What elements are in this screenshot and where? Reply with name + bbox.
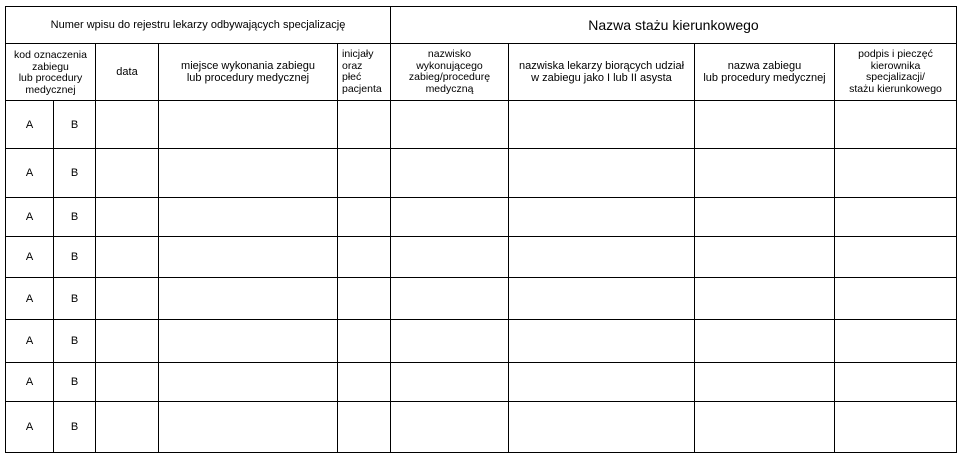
row-marker-a: A xyxy=(25,118,34,131)
column-line xyxy=(834,43,835,453)
header-line: lub procedury xyxy=(18,72,83,84)
header-line: zabieg/procedurę xyxy=(408,71,491,83)
row-marker-a: A xyxy=(25,335,34,347)
header-line: miejsce wykonania zabiegu xyxy=(181,60,315,72)
header-line: stażu kierunkowego xyxy=(849,82,942,95)
header-line: podpis i pieczęć xyxy=(858,48,933,60)
row-marker-b: B xyxy=(70,292,79,305)
header-line: lub procedury medycznej xyxy=(186,72,310,84)
header-line: kod oznaczenia xyxy=(14,49,87,61)
column-line xyxy=(508,43,509,453)
row-divider xyxy=(5,319,957,320)
column-header-date: data xyxy=(116,66,138,78)
column-header-divider xyxy=(5,100,957,101)
row-marker-b: B xyxy=(70,251,79,263)
row-divider xyxy=(5,362,957,363)
column-header-procedure-name xyxy=(695,60,834,100)
row-marker-a: A xyxy=(25,421,34,433)
border-right xyxy=(956,6,957,453)
column-header-signature xyxy=(835,44,956,100)
row-marker-b: B xyxy=(70,421,79,433)
row-divider xyxy=(5,277,957,278)
header-line: medyczną xyxy=(425,82,474,95)
border-bottom xyxy=(5,452,957,453)
row-divider xyxy=(5,401,957,402)
row-marker-a: A xyxy=(25,167,34,179)
header-line: wykonującego xyxy=(416,59,483,72)
header-line: oraz xyxy=(342,59,363,72)
column-line xyxy=(95,43,96,453)
row-marker-b: B xyxy=(70,118,79,131)
column-header-patient xyxy=(338,44,390,100)
header-line: kierownika xyxy=(870,59,921,72)
row-marker-a: A xyxy=(25,211,34,223)
row-marker-a: A xyxy=(25,376,34,388)
row-marker-b: B xyxy=(70,376,79,388)
header-line: lub procedury medycznej xyxy=(703,72,826,84)
row-divider xyxy=(5,148,957,149)
column-header-assistants xyxy=(509,60,694,100)
header-line: nazwiska lekarzy biorących udział xyxy=(518,60,685,72)
column-line xyxy=(694,43,695,453)
row-divider xyxy=(5,197,957,198)
registry-number-label: Numer wpisu do rejestru lekarzy odbywających specjalizację xyxy=(50,19,346,31)
row-marker-b: B xyxy=(70,211,79,223)
header-line: specjalizacji/ xyxy=(866,71,925,83)
column-header-surname xyxy=(391,44,508,100)
row-marker-a: A xyxy=(25,292,34,305)
header-line: inicjały xyxy=(342,48,374,60)
header-line: płeć xyxy=(342,71,362,83)
column-line xyxy=(158,43,159,453)
header-line: medycznej xyxy=(25,83,76,96)
header-line: zabiegu xyxy=(32,60,69,73)
column-header-code xyxy=(6,46,95,100)
row-marker-b: B xyxy=(70,167,79,179)
header-line: pacjenta xyxy=(342,82,382,95)
header-line: w zabiegu jako I lub II asysta xyxy=(531,72,672,84)
header-line: nazwisko xyxy=(427,48,472,60)
column-line xyxy=(337,43,338,453)
column-header-place xyxy=(159,60,337,100)
header-line: nazwa zabiegu xyxy=(727,60,802,72)
internship-name-label: Nazwa stażu kierunkowego xyxy=(588,17,759,33)
row-divider xyxy=(5,236,957,237)
row-marker-b: B xyxy=(70,335,79,347)
row-marker-a: A xyxy=(25,251,34,263)
